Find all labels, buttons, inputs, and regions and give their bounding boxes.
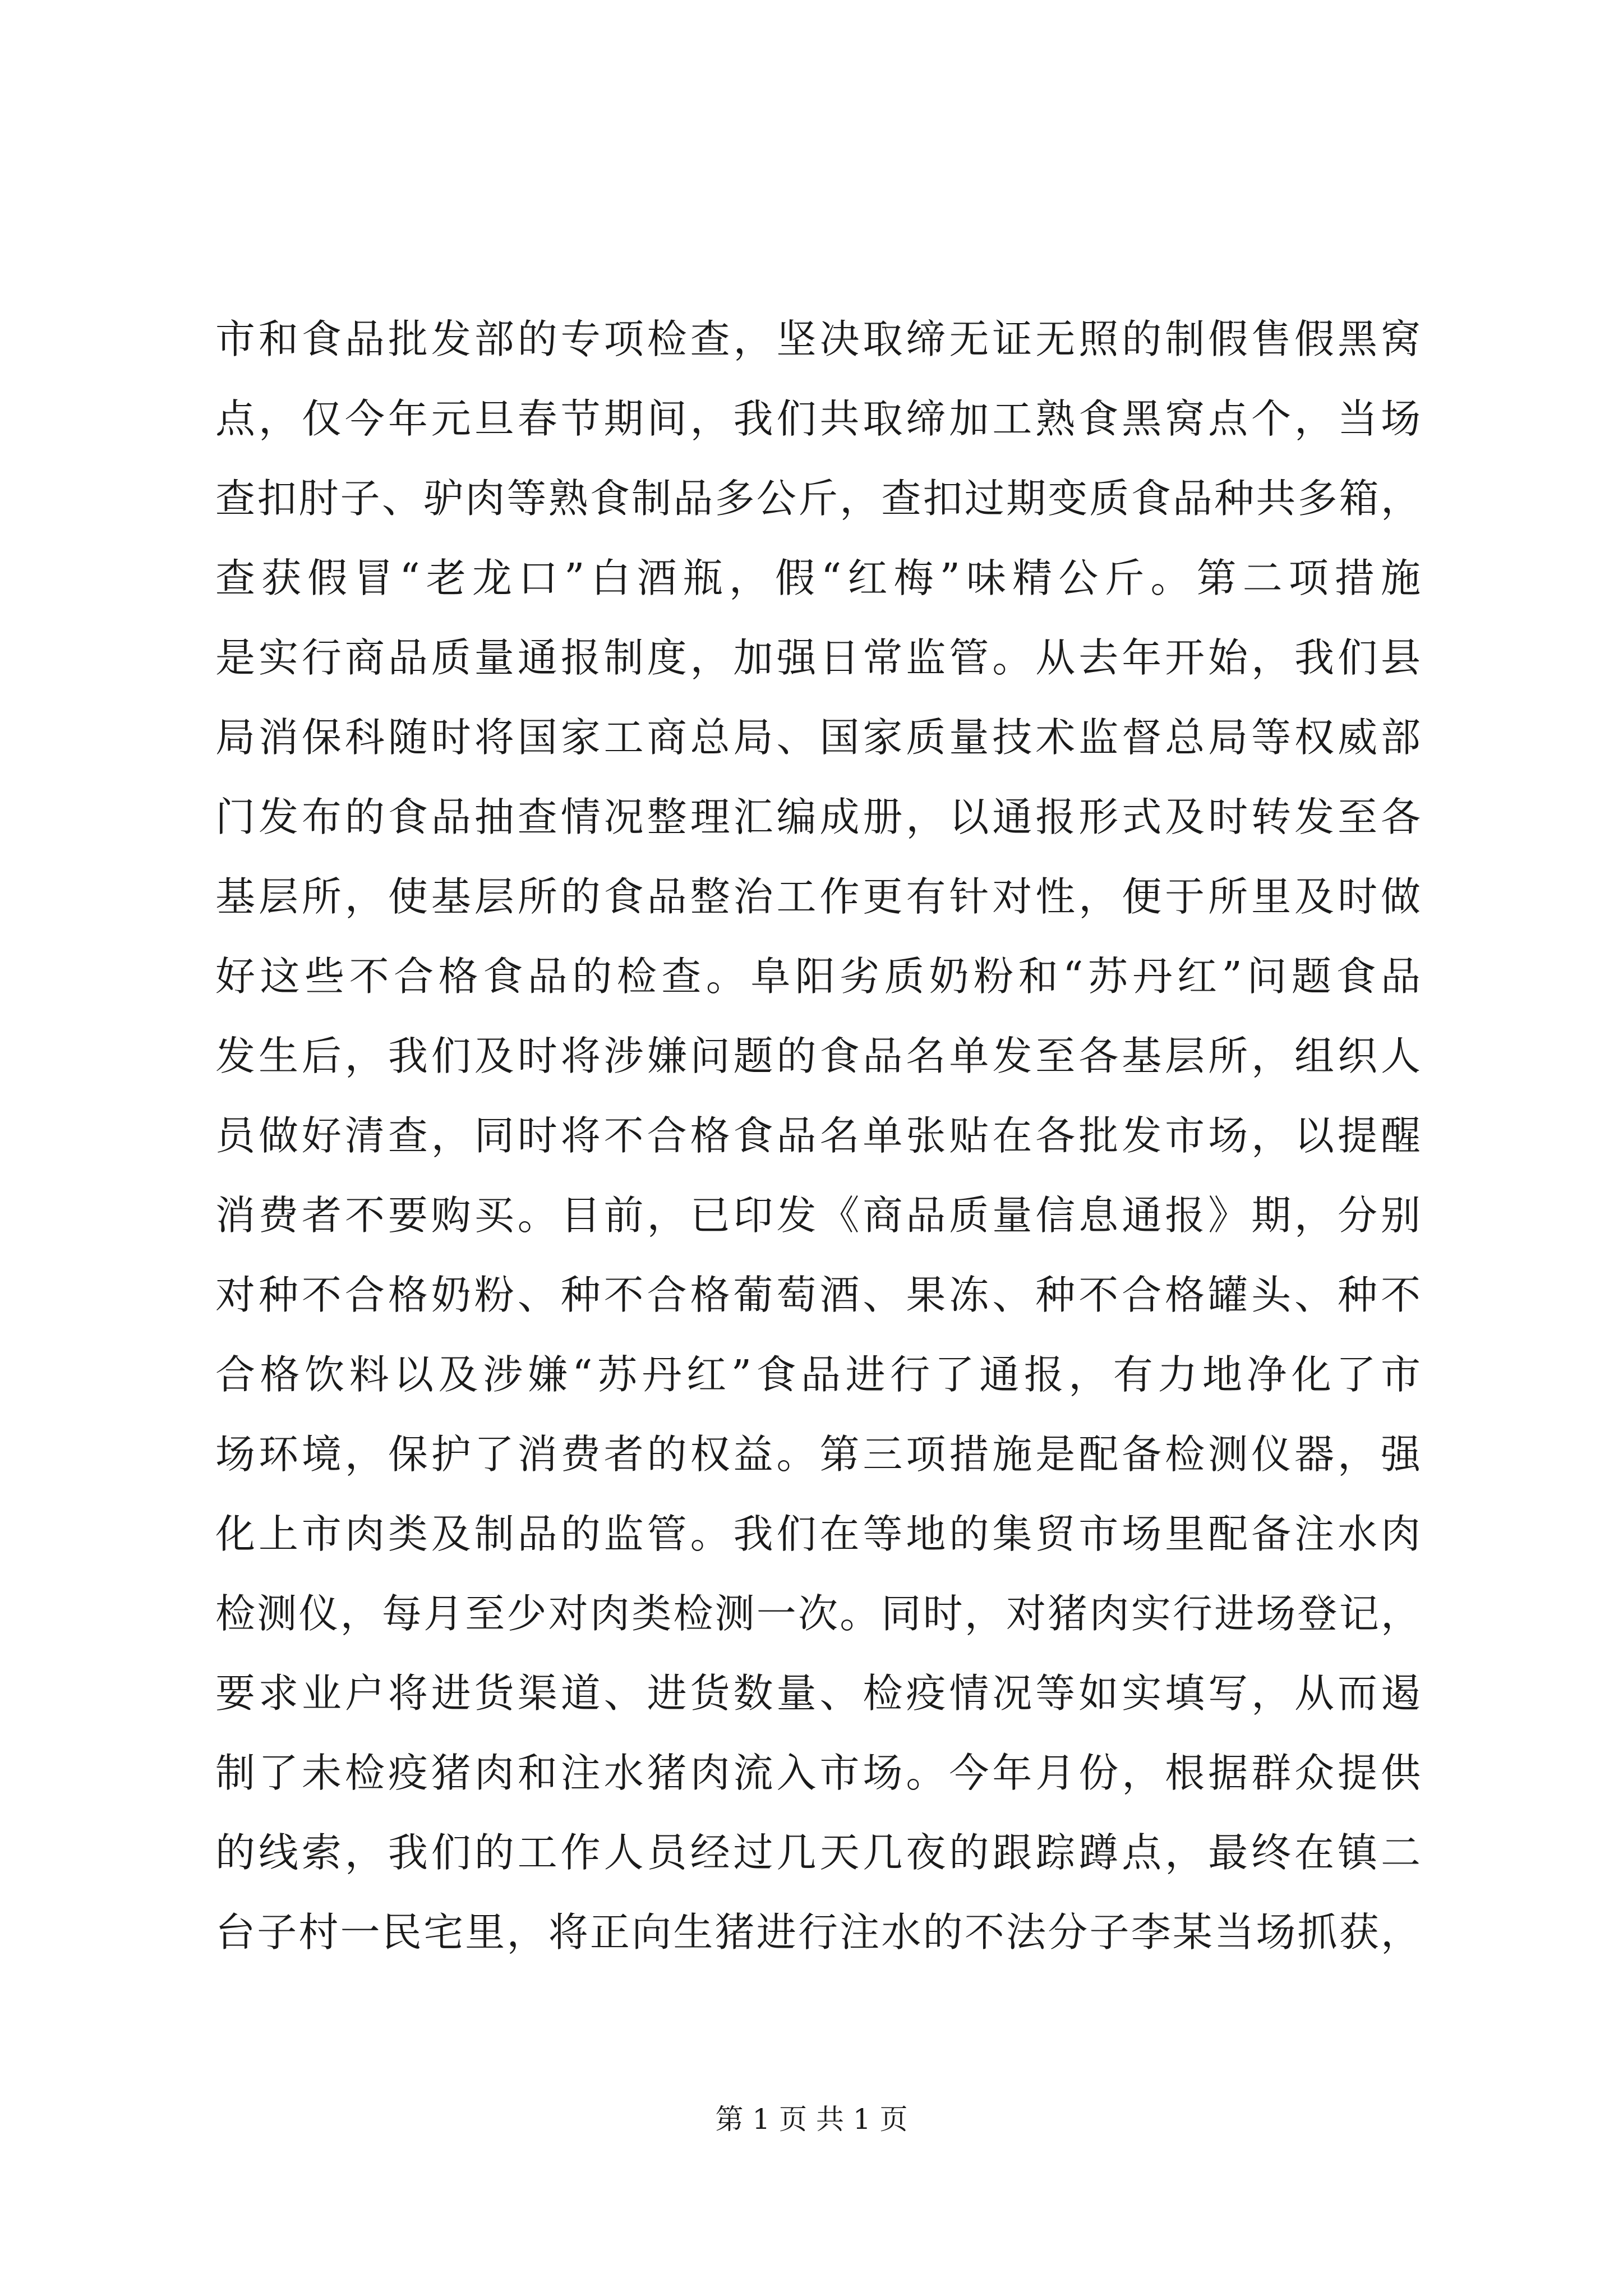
text-line: 对种不合格奶粉、种不合格葡萄酒、果冻、种不合格罐头、种不 xyxy=(215,1272,1421,1318)
text-line: 检测仪，每月至少对肉类检测一次。同时，对猪肉实行进场登记， xyxy=(215,1590,1421,1637)
text-line: 是实行商品质量通报制度，加强日常监管。从去年开始，我们县 xyxy=(215,634,1421,681)
text-line: 化上市肉类及制品的监管。我们在等地的集贸市场里配备注水肉 xyxy=(215,1511,1421,1557)
text-line: 员做好清查，同时将不合格食品名单张贴在各批发市场，以提醒 xyxy=(215,1112,1421,1159)
text-line: 点，仅今年元旦春节期间，我们共取缔加工熟食黑窝点个，当场 xyxy=(215,395,1421,442)
text-line: 基层所，使基层所的食品整治工作更有针对性，便于所里及时做 xyxy=(215,873,1421,920)
text-line: 局消保科随时将国家工商总局、国家质量技术监督总局等权威部 xyxy=(215,714,1421,761)
text-line: 场环境，保护了消费者的权益。第三项措施是配备检测仪器，强 xyxy=(215,1431,1421,1478)
page-number-footer: 第 1 页 共 1 页 xyxy=(715,2103,908,2136)
text-line: 发生后，我们及时将涉嫌问题的食品名单发至各基层所，组织人 xyxy=(215,1033,1421,1079)
text-line: 台子村一民宅里，将正向生猪进行注水的不法分子李某当场抓获， xyxy=(215,1909,1421,1955)
text-line: 合格饮料以及涉嫌“苏丹红”食品进行了通报，有力地净化了市 xyxy=(215,1351,1421,1398)
text-line: 查扣肘子、驴肉等熟食制品多公斤，查扣过期变质食品种共多箱， xyxy=(215,475,1421,522)
text-line: 门发布的食品抽查情况整理汇编成册，以通报形式及时转发至各 xyxy=(215,794,1421,840)
text-line: 消费者不要购买。目前，已印发《商品质量信息通报》期，分别 xyxy=(215,1192,1421,1239)
text-line: 的线索，我们的工作人员经过几天几夜的跟踪蹲点，最终在镇二 xyxy=(215,1829,1421,1876)
text-line: 好这些不合格食品的检查。阜阳劣质奶粉和“苏丹红”问题食品 xyxy=(215,953,1421,1000)
text-line: 要求业户将进货渠道、进货数量、检疫情况等如实填写，从而遏 xyxy=(215,1670,1421,1717)
body-text xyxy=(215,300,1421,1972)
text-line: 查获假冒“老龙口”白酒瓶，假“红梅”味精公斤。第二项措施 xyxy=(215,555,1421,601)
text-line: 市和食品批发部的专项检查，坚决取缔无证无照的制假售假黑窝 xyxy=(215,316,1421,362)
text-line: 制了未检疫猪肉和注水猪肉流入市场。今年月份，根据群众提供 xyxy=(215,1750,1421,1796)
